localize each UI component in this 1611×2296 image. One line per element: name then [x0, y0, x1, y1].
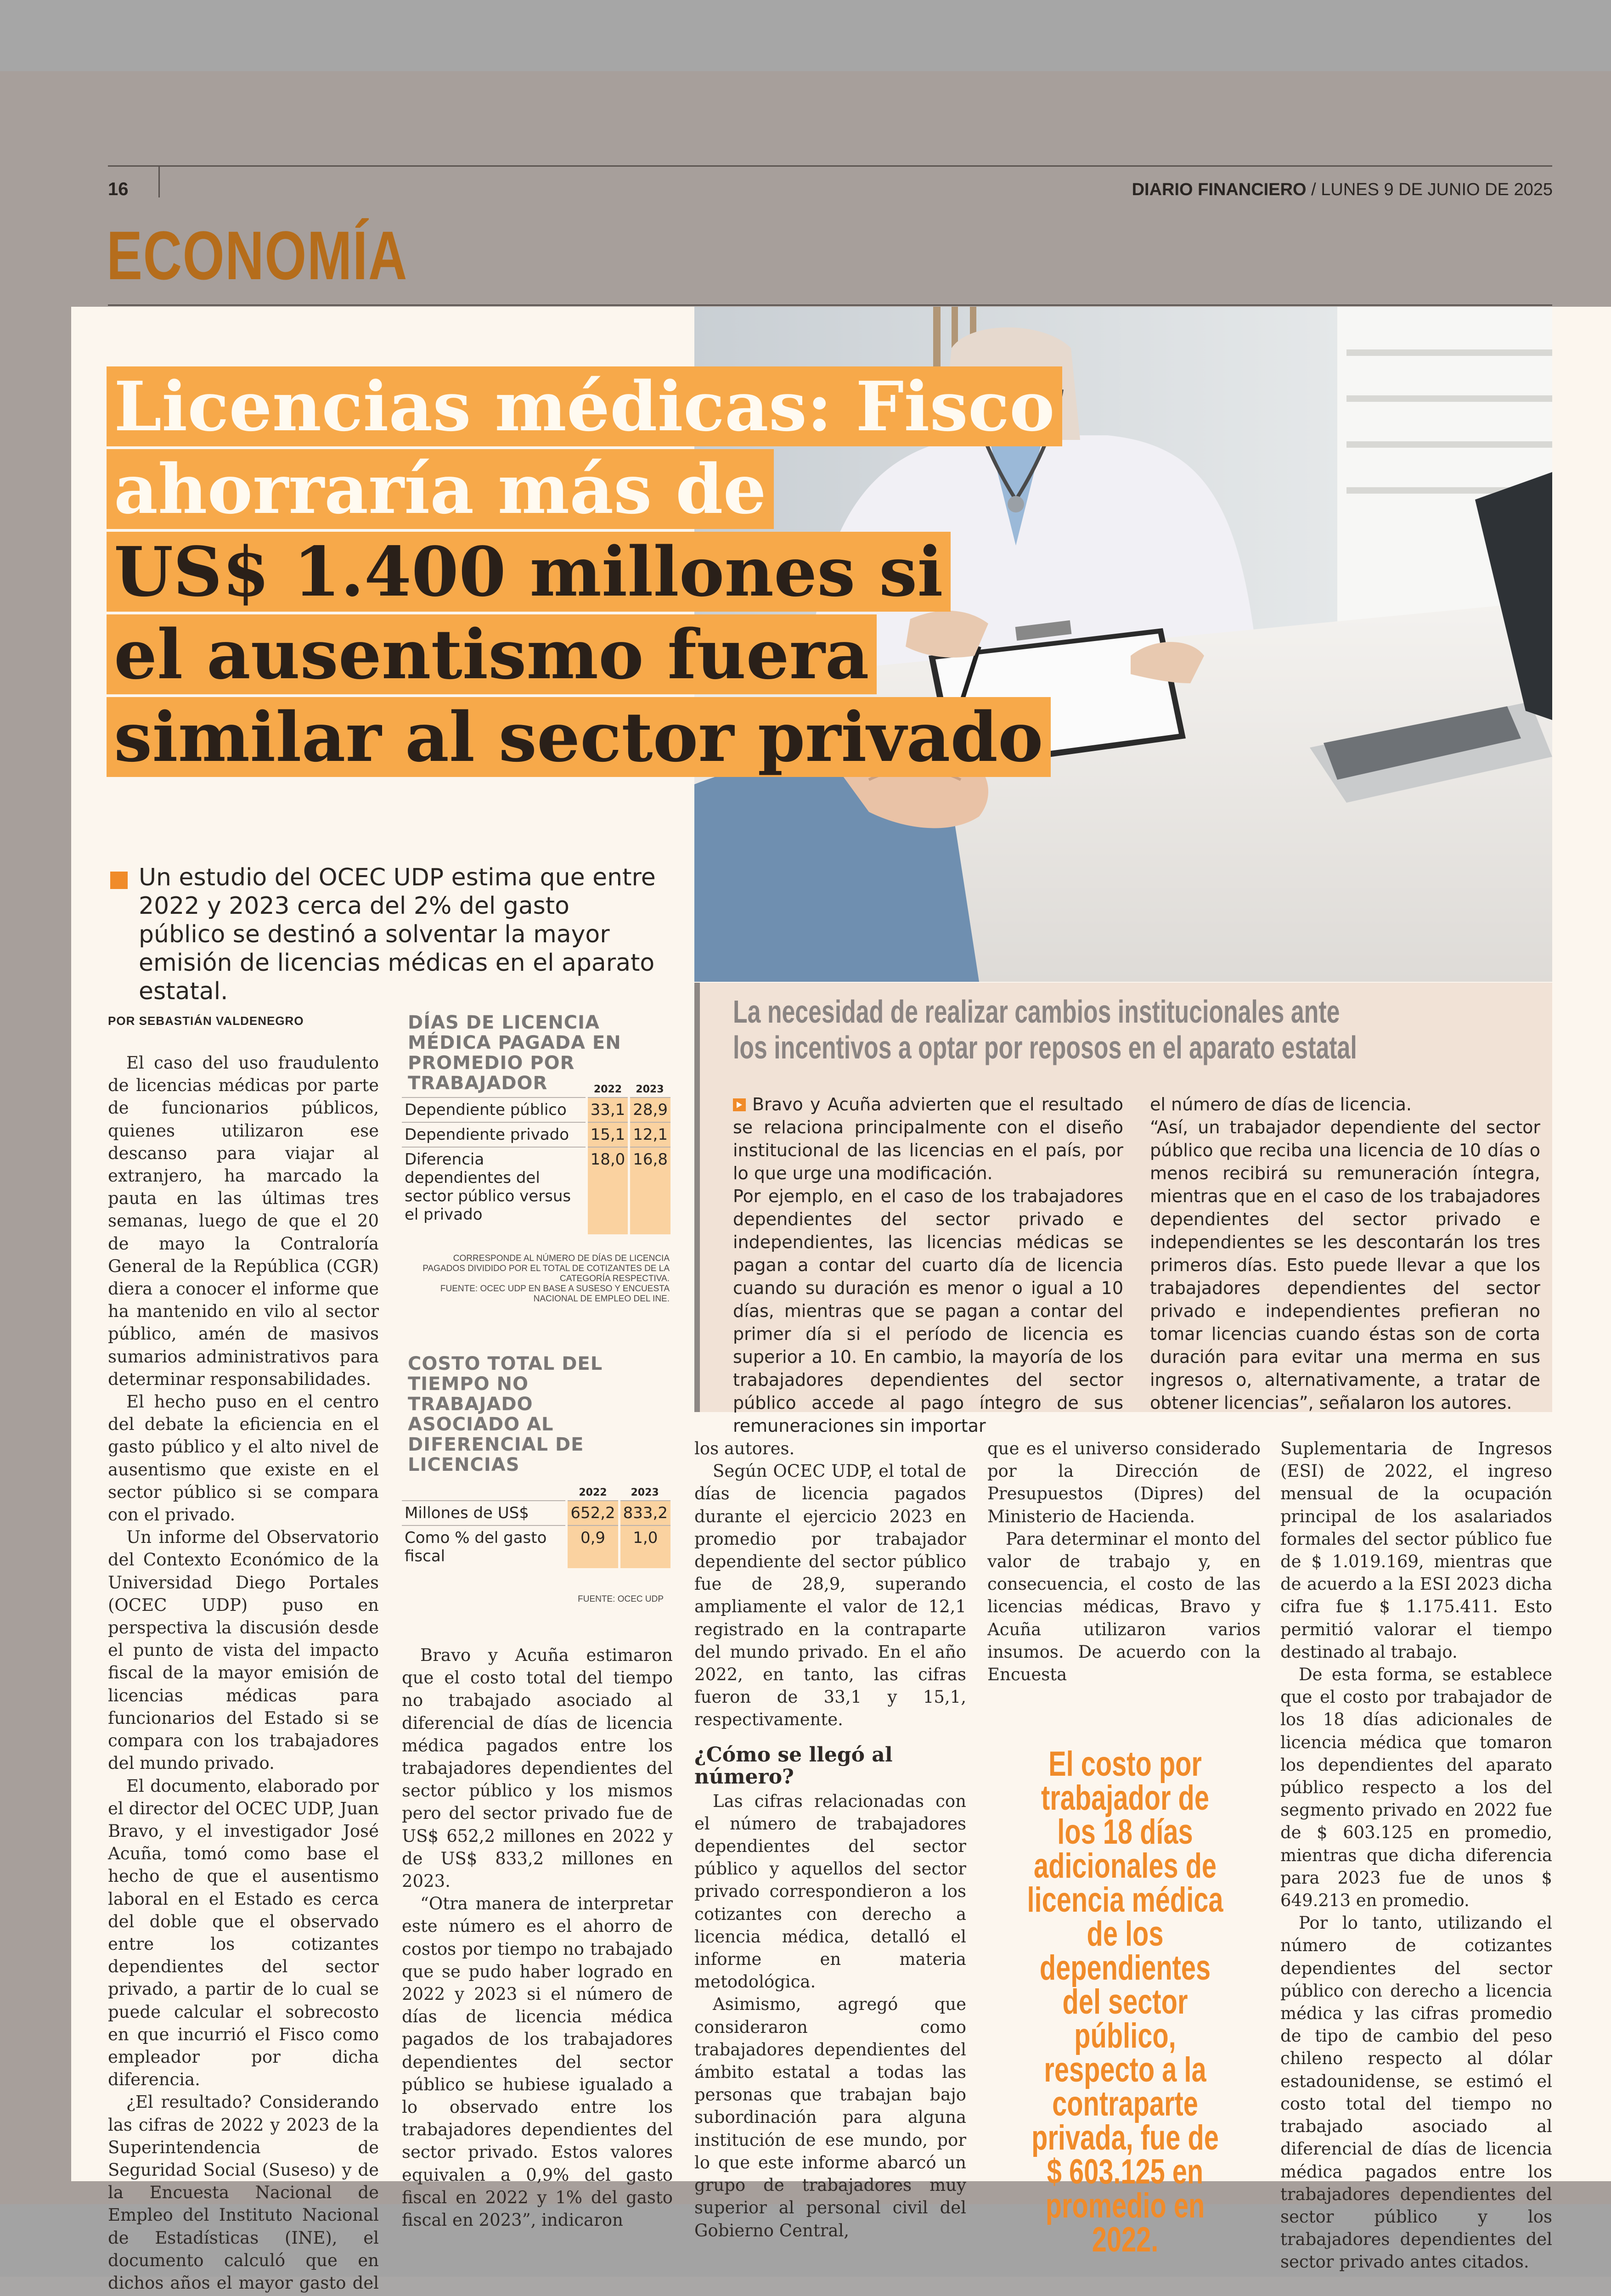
byline: POR SEBASTIÁN VALDENEGRO — [108, 1014, 304, 1028]
sidebar-title-line: los incentivos a optar por reposos en el aparato estatal — [733, 1030, 1357, 1065]
table-header-row — [402, 1080, 670, 1097]
header-rule — [108, 165, 1552, 167]
col1-paragraph: El hecho puso en el centro del debate la eficiencia en el gasto público y el alto nivel de ausentismo que existe en el sector público si se compara con el privado. — [108, 1392, 379, 1525]
paper-name: DIARIO FINANCIERO — [1132, 180, 1307, 199]
year-header: 2023 — [636, 1084, 664, 1095]
col3-paragraph: Asimismo, agregó que consideraron como trabajadores dependientes del ámbito estatal a todas las personas que trabajan bajo subordinación para alguna institución de ese mundo, por lo que este informe abarcó un grupo de trabajadores muy superior al personal civil del Gobierno Central, — [694, 1994, 966, 2240]
table1-title: DÍAS DE LICENCIA MÉDICA PAGADA EN PROMEDIO POR TRABAJADOR — [408, 1012, 621, 1094]
masthead — [1132, 180, 1553, 200]
column-5 — [1280, 1437, 1552, 2273]
year-header: 2023 — [631, 1487, 659, 1498]
sidebar-text: Bravo y Acuña advierten que el resultado se relaciona principalmente con el diseño institucional de las licencias en el país, por lo que urge una modificación. — [733, 1094, 1123, 1183]
col2-paragraph: “Otra manera de interpretar este número es el ahorro de costos por tiempo no trabajado que se pudo haber logrado en 2022 y 2023 si el número de días de licencia médica pagados de los trabajadores dependientes del sector público se hubiese igualado a lo observado entre los trabajadores dependientes del sector privado. Estos valores equivalen a 0,9% del gasto fiscal en 2022 y 1% del gasto fiscal en 2023”, indicaron — [402, 1894, 673, 2230]
col2-paragraph: Bravo y Acuña estimaron que el costo total del tiempo no trabajado asociado al diferencial de días de licencia médica pagados entre los trabajadores dependientes del sector público y los mismos pero del sector privado fue de US$ 652,2 millones en 2022 y de US$ 833,2 millones en 2023. — [402, 1645, 673, 1891]
cell-value: 652,2 — [567, 1501, 619, 1525]
col5-paragraph: Por lo tanto, utilizando el número de cotizantes dependientes del sector público con derecho a licencia médica y las cifras promedio de tipo de cambio del peso chileno respecto al dólar estadounidense, se estimó el costo total del tiempo no trabajado asociado al diferencial de días de licencia médica pagados entre los trabajadores dependientes del sector público y los trabajadores dependientes del sector privado antes citados. — [1280, 1913, 1552, 2272]
headline-text-2: ahorraría más de — [107, 449, 774, 529]
col5-paragraph: Suplementaria de Ingresos (ESI) de 2022, el ingreso mensual de la ocupación principal de los asalariados formales del sector público fue de $ 1.019.169, mientras que de acuerdo a la ESI 2023 dicha cifra fue $ 1.175.411. Esto permitió valorar el tiempo destinado al trabajo. — [1280, 1439, 1552, 1662]
row-label: Como % del gasto fiscal — [402, 1525, 567, 1568]
column-2 — [402, 1644, 673, 2231]
row-label: Millones de US$ — [402, 1501, 567, 1525]
cell-value: 16,8 — [629, 1147, 670, 1234]
sidebar-title-line: La necesidad de realizar cambios institucionales ante — [733, 994, 1340, 1030]
sidebar-title — [733, 994, 1357, 1065]
section-rule — [108, 304, 1552, 306]
top-margin — [0, 0, 1611, 71]
cell-value: 18,0 — [586, 1147, 629, 1234]
col4-paragraph: Para determinar el monto del valor de trabajo y, en consecuencia, el costo de las licencias médicas, Bravo y Acuña utilizaron varios insumos. De acuerdo con la Encuesta — [987, 1529, 1261, 1685]
year-header: 2022 — [593, 1084, 622, 1095]
issue-date: / LUNES 9 DE JUNIO DE 2025 — [1306, 180, 1553, 199]
cell-value: 833,2 — [619, 1501, 670, 1525]
page-number: 16 — [108, 179, 129, 199]
cell-value: 15,1 — [586, 1122, 629, 1147]
cell-value: 28,9 — [629, 1097, 670, 1122]
headline-line-4 — [107, 613, 1002, 696]
col5-paragraph: De esta forma, se establece que el costo por trabajador de los 18 días adicionales de licencia médica que tomaron los dependientes del aparato público respecto a los del segmento privado en 2022 fue de $ 603.125 en promedio, mientras que dicha diferencia para 2023 fue de unos $ 649.213 en promedio. — [1280, 1665, 1552, 1911]
col4-paragraph: que es el universo considerado por la Dirección de Presupuestos (Dipres) del Ministerio de Hacienda. — [987, 1439, 1261, 1526]
col3-paragraph: los autores. — [694, 1439, 795, 1458]
col1-paragraph: El caso del uso fraudulento de licencias médicas por parte de funcionarios públicos, quienes utilizaron ese descanso para viajar al extranjero, ha marcado la pauta en las últimas tres semanas, luego de que el 20 de mayo la Contraloría General de la República (CGR) diera a conocer el informe que ha mantenido en vilo al sector público, amén de masivos sumarios administrativos para determinar responsabilidades. — [108, 1053, 379, 1389]
sidebar-paragraph: “Así, un trabajador dependiente del sector público que reciba una licencia de 10 días o menos recibirá su remuneración íntegra, mientras que en el caso de los trabajadores dependientes del sector privado e independientes se les descontarán los tres primeros días. Esto puede llevar a que los trabajadores dependientes del sector privado e independientes prefieran no tomar licencias cuando éstas son de corta duración para evitar una merma en sus ingresos o, alternativamente, a tratar de obtener licencias”, señalaron los autores. — [1150, 1117, 1540, 1413]
sidebar-paragraph: el número de días de licencia. — [1150, 1094, 1412, 1114]
row-label: Dependiente privado — [402, 1122, 586, 1147]
lead-text: Un estudio del OCEC UDP estima que entre 2022 y 2023 cerca del 2% del gasto público se destinó a solventar la mayor emisión de licencias médicas en el aparato estatal. — [139, 864, 656, 1005]
pull-quote: El costo por trabajador de los 18 días adicionales de licencia médica de los dependientes del sector público, respecto a la contraparte privada, fue de $ 603.125 en promedio en 2022. — [1027, 1745, 1223, 2259]
table2-source: FUENTE: OCEC UDP — [578, 1594, 664, 1604]
sidebar-right-column — [1150, 1093, 1540, 1414]
headline-line-2 — [107, 448, 1002, 530]
headline-line-5 — [107, 696, 1043, 778]
col1-paragraph: ¿El resultado? Considerando las cifras de 2022 y 2023 de la Superintendencia de Seguridad Social (Suseso) y de la Encuesta Nacional de Empleo del Instituto Nacional de Estadísticas (INE), el documento calculó que en dichos años el mayor gasto del — [108, 2092, 379, 2293]
cell-value: 1,0 — [619, 1525, 670, 1568]
table-row — [402, 1097, 670, 1122]
page-number-divider — [158, 165, 160, 197]
table-row — [402, 1501, 670, 1525]
sidebar-paragraph: Por ejemplo, en el caso de los trabajadores dependientes del sector privado e independientes, las licencias médicas se pagan a contar del cuarto día de licencia cuando su duración es menor o igual a 10 días, mientras que se pagan a contar del primer día si el período de licencia es superior a 10. En cambio, la mayoría de los trabajadores dependientes del sector público accede al pago íntegro de sus remuneraciones sin importar — [733, 1186, 1123, 1436]
table1-footnote: CORRESPONDE AL NÚMERO DE DÍAS DE LICENCIA PAGADOS DIVIDIDO POR EL TOTAL DE COTIZANTES DE LA CATEGORÍA RESPECTIVA. — [422, 1254, 670, 1283]
table1-source: FUENTE: OCEC UDP EN BASE A SUSESO Y ENCUESTA NACIONAL DE EMPLEO DEL INE. — [440, 1284, 670, 1304]
headline-text-1: Licencias médicas: Fisco — [107, 366, 1062, 446]
table-row — [402, 1147, 670, 1234]
headline-text-4: el ausentismo fuera — [107, 614, 877, 694]
column-4 — [987, 1437, 1261, 1686]
table1 — [402, 1080, 670, 1234]
table2-title: COSTO TOTAL DEL TIEMPO NO TRABAJADO ASOCIADO AL DIFERENCIAL DE LICENCIAS — [408, 1353, 603, 1475]
lead-bullet-icon — [110, 872, 128, 889]
table1-note — [418, 1254, 670, 1304]
col3-paragraph: Las cifras relacionadas con el número de trabajadores dependientes del sector público y aquellos del sector privado correspondieron a los cotizantes con derecho a licencia médica, detalló el informe en materia metodológica. — [694, 1791, 966, 1992]
table-row — [402, 1525, 670, 1568]
table-header-row — [402, 1483, 670, 1501]
row-label: Diferencia dependientes del sector público versus el privado — [402, 1147, 586, 1234]
subheading: ¿Cómo se llegó al número? — [694, 1743, 893, 1789]
play-bullet-icon — [733, 1098, 746, 1111]
table-row — [402, 1122, 670, 1147]
col1-paragraph: El documento, elaborado por el director del OCEC UDP, Juan Bravo, y el investigador José Acuña, tomó como base el hecho de que el ausentismo laboral en el Estado es cerca del doble que el observado entre los cotizantes dependientes del sector privado, a partir de lo cual se puede calcular el sobrecosto en que incurrió el Fisco como empleador por dicha diferencia. — [108, 1776, 379, 2090]
headline-line-1 — [107, 365, 1055, 448]
headline — [107, 365, 1055, 778]
row-label: Dependiente público — [402, 1097, 586, 1122]
headline-line-3 — [107, 530, 1002, 613]
lead-paragraph — [110, 863, 661, 1006]
cell-value: 0,9 — [567, 1525, 619, 1568]
sidebar-paragraph — [733, 1093, 1123, 1185]
section-title: ECONOMÍA — [107, 217, 408, 294]
sidebar-left-column — [733, 1093, 1123, 1437]
cell-value: 12,1 — [629, 1122, 670, 1147]
column-1 — [108, 1052, 379, 2296]
headline-text-5: similar al sector privado — [107, 697, 1051, 777]
sidebar-box — [694, 983, 1552, 1436]
col3-paragraph: Según OCEC UDP, el total de días de licencia pagados durante el ejercicio 2023 en promedio por trabajador dependiente del sector público fue de 28,9, superando ampliamente el valor de 12,1 registrado en la contraparte del mundo privado. En el año 2022, en tanto, las cifras fueron de 33,1 y 15,1, respectivamente. — [694, 1461, 966, 1730]
table2 — [402, 1483, 670, 1568]
column-3 — [694, 1437, 966, 2242]
col1-paragraph: Un informe del Observatorio del Contexto Económico de la Universidad Diego Portales (OCEC UDP) puso en perspectiva la discusión desde el punto de vista del impacto fiscal de la mayor emisión de licencias médicas para funcionarios del Estado si se compara con los trabajadores del mundo privado. — [108, 1527, 379, 1773]
year-header: 2022 — [579, 1487, 607, 1498]
cell-value: 33,1 — [586, 1097, 629, 1122]
headline-text-3: US$ 1.400 millones si — [107, 532, 951, 612]
